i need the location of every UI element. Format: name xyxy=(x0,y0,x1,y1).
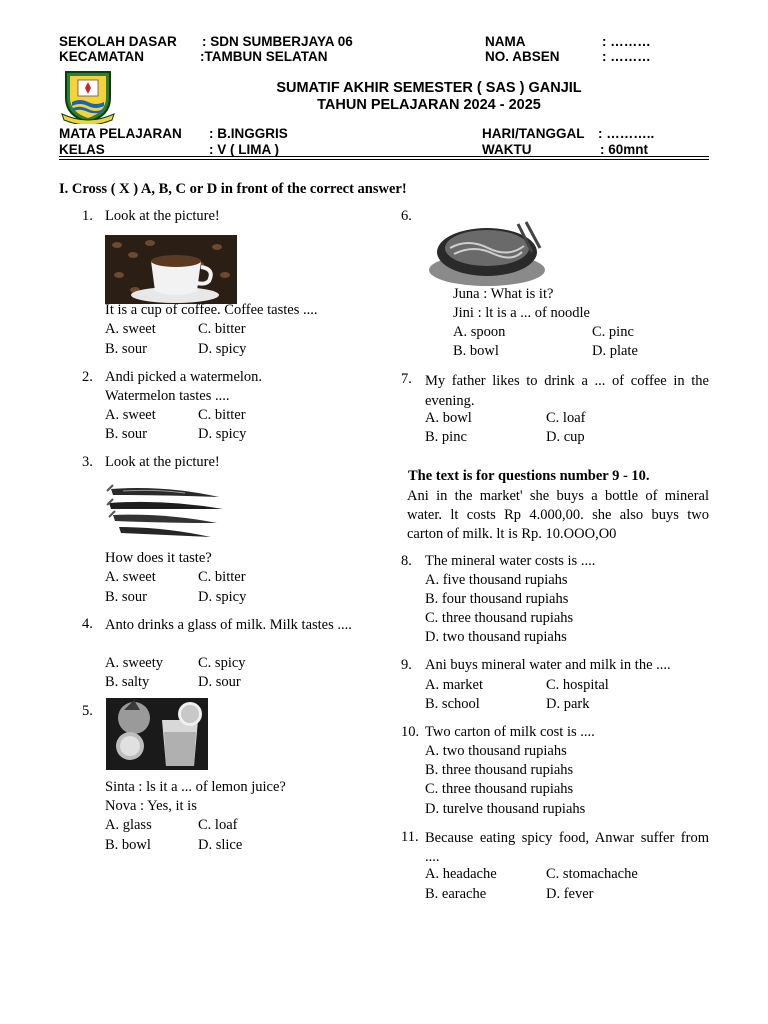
q1-option-b[interactable]: B. sour xyxy=(105,341,147,357)
header-rule-2 xyxy=(59,159,709,160)
q6-option-d[interactable]: D. plate xyxy=(592,343,638,359)
q7-option-c[interactable]: C. loaf xyxy=(546,410,586,426)
q10-number: 10. xyxy=(401,724,420,740)
name-label: NAMA xyxy=(485,34,526,49)
q6-line1: Juna : What is it? xyxy=(453,286,554,302)
q4-number: 4. xyxy=(82,616,93,632)
q2-number: 2. xyxy=(82,369,93,385)
q2-option-a[interactable]: A. sweet xyxy=(105,407,156,423)
q6-option-b[interactable]: B. bowl xyxy=(453,343,499,359)
q3-text: Look at the picture! xyxy=(105,454,220,470)
q11-option-d[interactable]: D. fever xyxy=(546,886,594,902)
name-value: : ……… xyxy=(602,34,651,49)
q2-option-b[interactable]: B. sour xyxy=(105,426,147,442)
q9-number: 9. xyxy=(401,657,412,673)
district-value: :TAMBUN SELATAN xyxy=(200,49,328,64)
q3-option-d[interactable]: D. spicy xyxy=(198,589,247,605)
time-label: WAKTU xyxy=(482,142,532,157)
q5-line1: Sinta : ls it a ... of lemon juice? xyxy=(105,779,286,795)
q9-option-c[interactable]: C. hospital xyxy=(546,677,609,693)
q8-option-c[interactable]: C. three thousand rupiahs xyxy=(425,610,574,626)
q5-line2: Nova : Yes, it is xyxy=(105,798,197,814)
q11-number: 11. xyxy=(401,829,419,845)
exam-year: TAHUN PELAJARAN 2024 - 2025 xyxy=(317,97,541,113)
q5-option-d[interactable]: D. slice xyxy=(198,837,243,853)
passage-title: The text is for questions number 9 - 10. xyxy=(408,468,650,484)
q2-option-c[interactable]: C. bitter xyxy=(198,407,246,423)
q1-option-c[interactable]: C. bitter xyxy=(198,321,246,337)
q5-option-c[interactable]: C. loaf xyxy=(198,817,238,833)
day-value: : ……….. xyxy=(598,126,655,141)
class-value: : V ( LIMA ) xyxy=(209,142,279,157)
q10-option-c[interactable]: C. three thousand rupiahs xyxy=(425,781,574,797)
q1-text: Look at the picture! xyxy=(105,208,220,224)
header-rule-1 xyxy=(59,156,709,157)
q1-line: It is a cup of coffee. Coffee tastes .... xyxy=(105,302,318,318)
absen-label: NO. ABSEN xyxy=(485,49,560,64)
q7-option-d[interactable]: D. cup xyxy=(546,429,585,445)
absen-value: : ……… xyxy=(602,49,651,64)
exam-title: SUMATIF AKHIR SEMESTER ( SAS ) GANJIL xyxy=(276,80,582,96)
q9-text: Ani buys mineral water and milk in the .... xyxy=(425,657,671,673)
q4-option-d[interactable]: D. sour xyxy=(198,674,241,690)
regency-emblem-icon xyxy=(60,68,116,124)
q11-option-c[interactable]: C. stomachache xyxy=(546,866,638,882)
q8-number: 8. xyxy=(401,553,412,569)
q4-option-c[interactable]: C. spicy xyxy=(198,655,246,671)
subject-label: MATA PELAJARAN xyxy=(59,126,182,141)
q11-text: Because eating spicy food, Anwar suffer from .... xyxy=(425,830,709,865)
q2-text: Andi picked a watermelon. xyxy=(105,369,263,385)
lemon-juice-image xyxy=(106,698,208,770)
class-label: KELAS xyxy=(59,142,105,157)
q8-option-d[interactable]: D. two thousand rupiahs xyxy=(425,629,567,645)
district-label: KECAMATAN xyxy=(59,49,144,64)
q5-number: 5. xyxy=(82,703,93,719)
q1-option-a[interactable]: A. sweet xyxy=(105,321,156,337)
q7-option-b[interactable]: B. pinc xyxy=(425,429,467,445)
q10-option-b[interactable]: B. three thousand rupiahs xyxy=(425,762,574,778)
q10-option-d[interactable]: D. turelve thousand rupiahs xyxy=(425,801,586,817)
q10-text: Two carton of milk cost is .... xyxy=(425,724,595,740)
passage-text: Ani in the market' she buys a bottle of mineral water. lt costs Rp 4.000,00. she also buys two carton of milk. lt is Rp. 10.OOO,O0 xyxy=(407,488,709,542)
q1-number: 1. xyxy=(82,208,93,224)
q9-option-b[interactable]: B. school xyxy=(425,696,480,712)
chili-peppers-image xyxy=(105,477,229,543)
subject-value: : B.INGGRIS xyxy=(209,126,288,141)
q8-option-a[interactable]: A. five thousand rupiahs xyxy=(425,572,568,588)
time-value: : 60mnt xyxy=(600,142,649,157)
q5-option-b[interactable]: B. bowl xyxy=(105,837,151,853)
q1-option-d[interactable]: D. spicy xyxy=(198,341,247,357)
q7-text: My father likes to drink a ... of coffee in the evening. xyxy=(425,373,709,409)
q4-option-b[interactable]: B. salty xyxy=(105,674,150,690)
q6-option-a[interactable]: A. spoon xyxy=(453,324,506,340)
q3-line: How does it taste? xyxy=(105,550,212,566)
q11-option-a[interactable]: A. headache xyxy=(425,866,497,882)
school-label: SEKOLAH DASAR xyxy=(59,34,177,49)
school-value: : SDN SUMBERJAYA 06 xyxy=(202,34,353,49)
q8-option-b[interactable]: B. four thousand rupiahs xyxy=(425,591,569,607)
q9-option-d[interactable]: D. park xyxy=(546,696,590,712)
q2-option-d[interactable]: D. spicy xyxy=(198,426,247,442)
coffee-cup-image xyxy=(105,235,237,304)
q3-option-c[interactable]: C. bitter xyxy=(198,569,246,585)
q9-option-a[interactable]: A. market xyxy=(425,677,483,693)
noodle-bowl-image xyxy=(428,218,546,288)
q5-option-a[interactable]: A. glass xyxy=(105,817,152,833)
q3-option-b[interactable]: B. sour xyxy=(105,589,147,605)
q10-option-a[interactable]: A. two thousand rupiahs xyxy=(425,743,567,759)
q7-option-a[interactable]: A. bowl xyxy=(425,410,472,426)
q4-option-a[interactable]: A. sweety xyxy=(105,655,163,671)
q3-number: 3. xyxy=(82,454,93,470)
instruction: I. Cross ( X ) A, B, C or D in front of the correct answer! xyxy=(59,181,407,197)
q4-text: Anto drinks a glass of milk. Milk tastes .... xyxy=(105,617,352,633)
day-label: HARI/TANGGAL xyxy=(482,126,585,141)
q6-line2: Jini : lt is a ... of noodle xyxy=(453,305,590,321)
q11-option-b[interactable]: B. earache xyxy=(425,886,487,902)
q8-text: The mineral water costs is .... xyxy=(425,553,596,569)
q7-number: 7. xyxy=(401,371,412,387)
q2-line: Watermelon tastes .... xyxy=(105,388,230,404)
q6-number: 6. xyxy=(401,208,412,224)
q6-option-c[interactable]: C. pinc xyxy=(592,324,634,340)
q3-option-a[interactable]: A. sweet xyxy=(105,569,156,585)
